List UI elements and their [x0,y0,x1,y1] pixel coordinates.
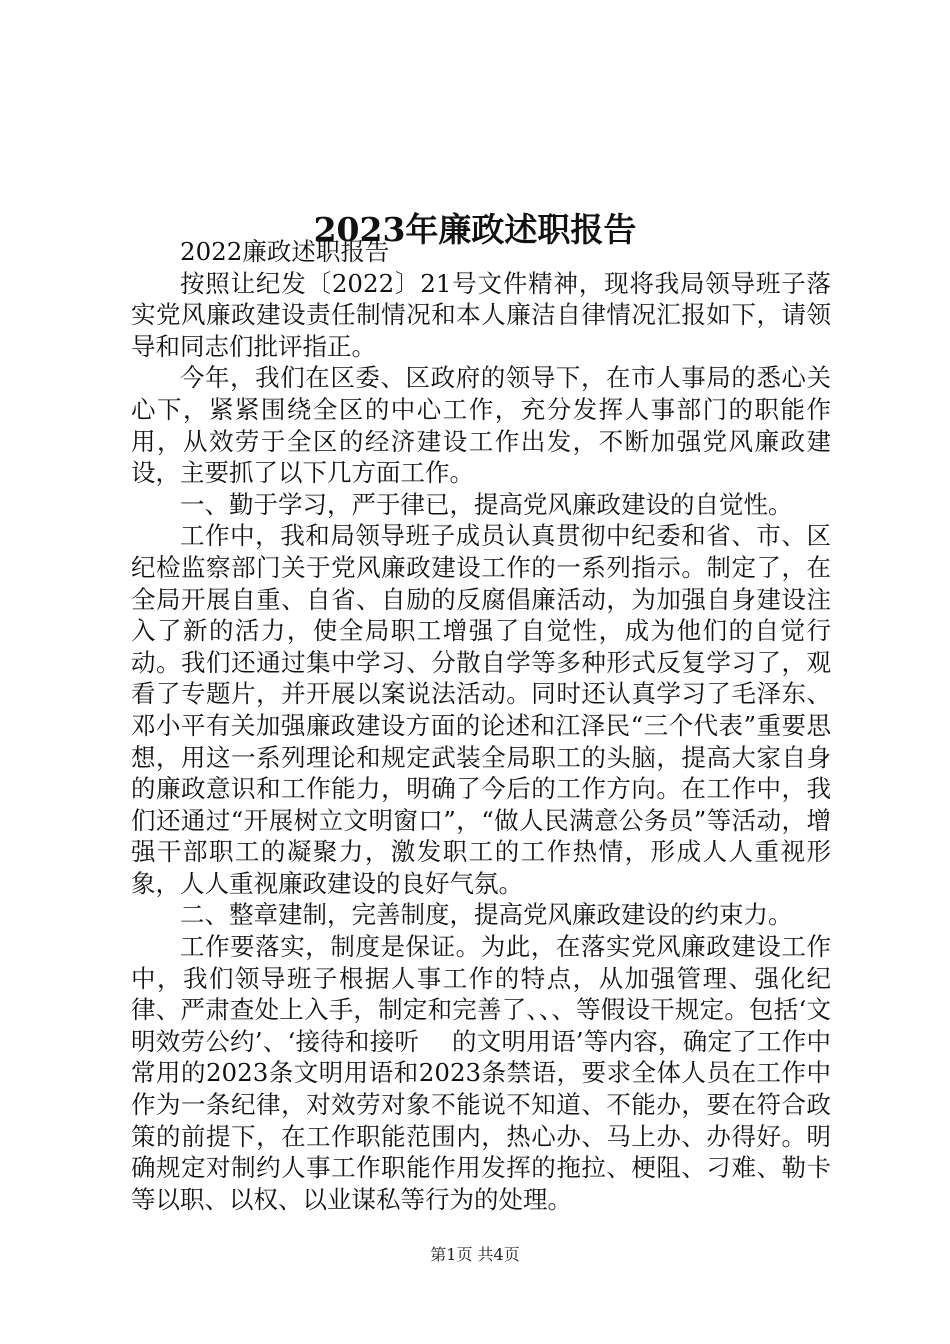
section-heading-1: 一、勤于学习，严于律已，提高党风廉政建设的自觉性。 [180,489,793,519]
paragraph-subtitle: 2022廉政述职报告 [180,237,390,266]
section-heading-2: 二、整章建制，完善制度，提高党风廉政建设的约束力。 [180,900,793,930]
paragraph-section-2: 工作要落实，制度是保证。为此，在落实党风廉政建设工作中，我们领导班子根据人事工作的特点，从加强管理、强化纪律、严肃查处上入手，制定和完善了、、、等假设干规定。包括‘文明效劳公约’、‘接待和接听 的文明用语’等内容，确定了工作中常用的2023条文明用语和2023条禁语，要求全体人员在工作中作为一条纪律，对效劳对象不能说不知道、不能办，要在符合政策的前提下，在工作职能范围内，热心办、马上办、办得好。明确规定对制约人事工作职能作用发挥的拖拉、梗阻、刁难、勒卡等以职、以权、以业谋私等行为的处理。 [131,932,831,1214]
paragraph-section-1: 工作中，我和局领导班子成员认真贯彻中纪委和省、市、区纪检监察部门关于党风廉政建设工作的一系列指示。制定了，在全局开展自重、自省、自励的反腐倡廉活动，为加强自身建设注入了新的活力，使全局职工增强了自觉性，成为他们的自觉行动。我们还通过集中学习、分散自学等多种形式反复学习了，观看了专题片，并开展以案说法活动。同时还认真学习了毛泽东、邓小平有关加强廉政建设方面的论述和江泽民“三个代表”重要思想，用这一系列理论和规定武装全局职工的头脑，提高大家自身的廉政意识和工作能力，明确了今后的工作方向。在工作中，我们还通过“开展树立文明窗口”，“做人民满意公务员”等活动，增强干部职工的凝聚力，激发职工的工作热情，形成人人重视形象，人人重视廉政建设的良好气氛。 [131,521,831,898]
paragraph-intro: 按照让纪发〔2022〕21号文件精神，现将我局领导班子落实党风廉政建设责任制情况和本人廉洁自律情况汇报如下，请领导和同志们批评指正。 [131,268,831,361]
page-title: 2023年廉政述职报告 [313,210,637,250]
document-body [131,236,831,1215]
page-footer: 第1页 共4页 [430,1245,520,1264]
paragraph-overview: 今年，我们在区委、区政府的领导下，在市人事局的悉心关心下，紧紧围绕全区的中心工作，充分发挥人事部门的职能作用，从效劳于全区的经济建设工作出发，不断加强党风廉政建设，主要抓了以下几方面工作。 [131,363,831,488]
